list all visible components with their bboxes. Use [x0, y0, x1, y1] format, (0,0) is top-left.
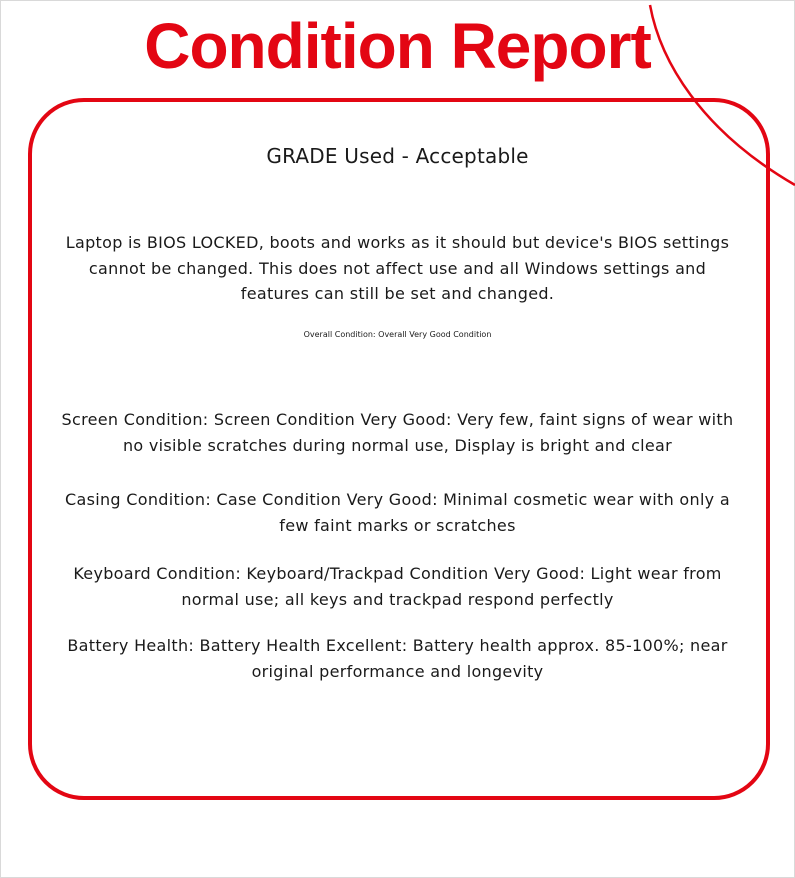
- page-title: Condition Report: [144, 10, 651, 82]
- screen-condition: Screen Condition: Screen Condition Very Good: Very few, faint signs of wear with no visible scratches during normal use, Display is bright and clear: [61, 410, 734, 455]
- overall-condition: Overall Condition: Overall Very Good Condition: [303, 330, 492, 339]
- bios-note: Laptop is BIOS LOCKED, boots and works as it should but device's BIOS settings cannot be changed. This does not affect use and all Windows settings and features can still be set and changed.: [65, 233, 730, 303]
- casing-condition: Casing Condition: Case Condition Very Good: Minimal cosmetic wear with only a few faint marks or scratches: [65, 490, 730, 535]
- battery-health: Battery Health: Battery Health Excellent: Battery health approx. 85-100%; near original performance and longevity: [67, 636, 728, 681]
- grade-label: GRADE Used - Acceptable: [266, 144, 529, 168]
- keyboard-condition: Keyboard Condition: Keyboard/Trackpad Condition Very Good: Light wear from normal use; all keys and trackpad respond perfectly: [73, 564, 722, 609]
